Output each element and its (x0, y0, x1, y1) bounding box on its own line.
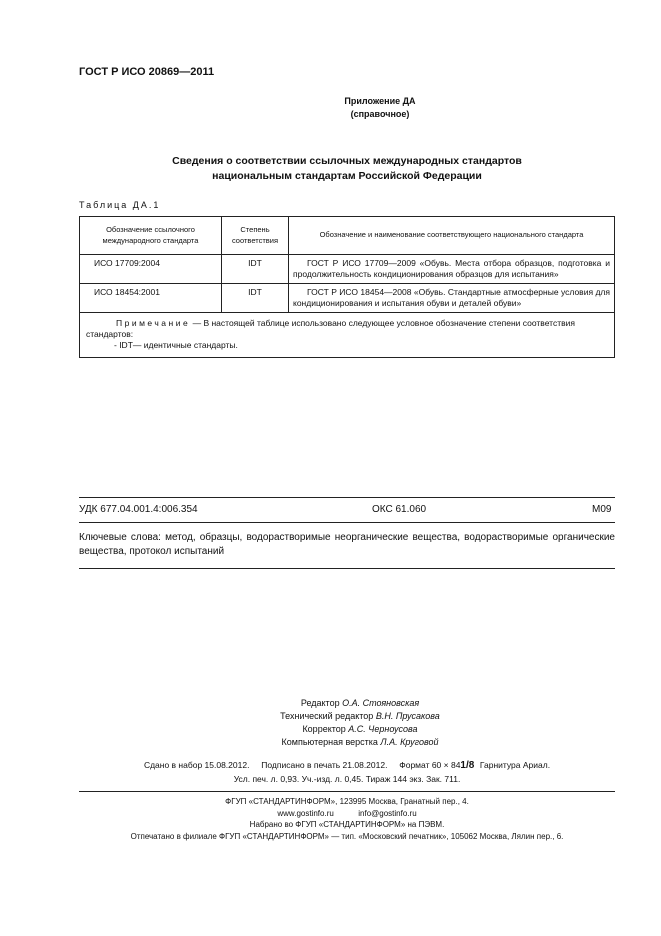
note-body: — В настоящей таблице использовано следующее условное обозначение степени соответствия стандартов: (86, 318, 575, 340)
publisher-web[interactable]: www.gostinfo.ru (277, 809, 334, 818)
divider-print (79, 791, 615, 792)
section-heading-line1: Сведения о соответствии ссылочных международных стандартов (172, 155, 522, 167)
divider-middle (79, 522, 615, 523)
ref-standard-cell: ИСО 17709:2004 (80, 255, 222, 284)
credit-editor-name: О.А. Стояновская (342, 698, 420, 708)
print-details-line1 (79, 760, 615, 771)
keywords: Ключевые слова: метод, образцы, водорастворимые неорганические вещества, водорастворимые органические вещества, протокол испытаний (79, 532, 615, 557)
printed-info: Отпечатано в филиале ФГУП «СТАНДАРТИНФОРМ» — тип. «Московский печатник», 105062 Москва, Лялин пер., 6. (130, 832, 564, 841)
credit-tech-editor-name: В.Н. Прусакова (375, 711, 440, 721)
divider-top (79, 497, 615, 498)
print-details-line2: Усл. печ. л. 0,93. Уч.-изд. л. 0,45. Тираж 144 экз. Зак. 711. (233, 774, 461, 784)
credit-editor-label: Редактор (300, 698, 340, 708)
header-degree: Степень соответствия (222, 217, 289, 255)
publisher-email[interactable]: info@gostinfo.ru (358, 809, 417, 818)
print-font: Гарнитура Ариал. (479, 760, 551, 770)
national-standard-cell: ГОСТ Р ИСО 18454—2008 «Обувь. Стандартные атмосферные условия для кондиционирования и испытания обуви и деталей обуви» (289, 284, 615, 313)
table-note (80, 313, 615, 358)
format-fraction: 1/8 (460, 760, 475, 771)
table-note-row (80, 313, 615, 358)
document-code: ГОСТ Р ИСО 20869—2011 (79, 66, 215, 78)
table-row (80, 284, 615, 313)
print-format: Формат 60 × 84 (399, 760, 461, 770)
print-signed: Подписано в печать 21.08.2012. (261, 760, 388, 770)
credit-layout-name: Л.А. Круговой (380, 737, 439, 747)
correspondence-table (79, 216, 615, 358)
publisher-contacts (79, 809, 615, 818)
typeset-info: Набрано во ФГУП «СТАНДАРТИНФОРМ» на ПЭВМ. (249, 820, 445, 829)
note-item: - IDT— идентичные стандарты. (114, 340, 238, 351)
header-national-standard: Обозначение и наименование соответствующего национального стандарта (289, 217, 615, 255)
table-label: Таблица ДА.1 (79, 200, 161, 210)
table-row (80, 255, 615, 284)
credit-tech-editor (180, 711, 540, 721)
degree-cell: IDT (222, 284, 289, 313)
credit-layout (180, 737, 540, 747)
credit-corrector (180, 724, 540, 734)
section-heading-line2: национальным стандартам Российской Федерации (212, 170, 482, 182)
ref-standard-cell: ИСО 18454:2001 (80, 284, 222, 313)
publisher-address: ФГУП «СТАНДАРТИНФОРМ», 123995 Москва, Гранатный пер., 4. (225, 797, 469, 806)
degree-cell: IDT (222, 255, 289, 284)
credit-editor (180, 698, 540, 708)
udk-code: УДК 677.04.001.4:006.354 (79, 504, 198, 515)
credit-layout-label: Компьютерная верстка (281, 737, 378, 747)
note-label: Примечание (116, 318, 191, 329)
appendix-title: Приложение ДА (344, 96, 416, 106)
table-header-row (80, 217, 615, 255)
oks-code: ОКС 61.060 (372, 504, 427, 515)
national-standard-cell: ГОСТ Р ИСО 17709—2009 «Обувь. Места отбора образцов, подготовка и продолжительность кондиционирования образцов для испытания» (289, 255, 615, 284)
appendix-subtitle: (справочное) (350, 109, 410, 119)
note-text (86, 318, 608, 340)
credit-corrector-name: А.С. Черноусова (348, 724, 418, 734)
print-sent: Сдано в набор 15.08.2012. (143, 760, 250, 770)
classification-code: М09 (592, 504, 612, 515)
credit-tech-editor-label: Технический редактор (280, 711, 374, 721)
credit-corrector-label: Корректор (302, 724, 346, 734)
divider-bottom (79, 568, 615, 569)
header-ref-standard: Обозначение ссылочного международного стандарта (80, 217, 222, 255)
